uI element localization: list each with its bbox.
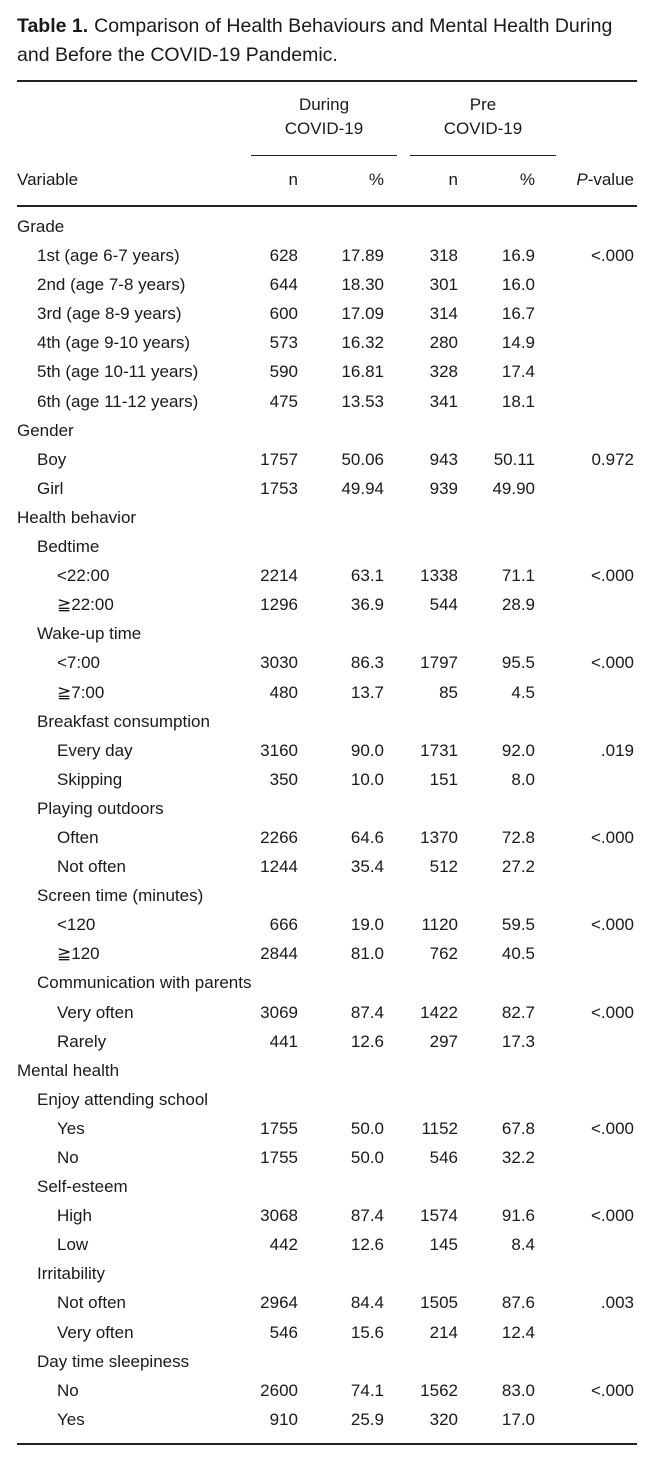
cell-during-pct: 84.4 bbox=[350, 1293, 384, 1313]
table-caption bbox=[17, 12, 642, 70]
cell-pre-n: 328 bbox=[429, 362, 458, 382]
cell-pre-n: 280 bbox=[429, 333, 458, 353]
table-row bbox=[0, 1143, 654, 1172]
cell-pre-pct: 50.11 bbox=[493, 449, 535, 469]
subsection-row bbox=[0, 619, 654, 648]
cell-p-value: <.000 bbox=[590, 915, 634, 935]
cell-during-n: 2964 bbox=[260, 1293, 298, 1313]
cell-pre-pct: 16.7 bbox=[501, 304, 535, 324]
row-label: Not often bbox=[57, 1293, 126, 1313]
row-label: No bbox=[57, 1380, 79, 1400]
row-label: 4th (age 9-10 years) bbox=[37, 333, 191, 353]
cell-p-value: <.000 bbox=[590, 1118, 634, 1138]
cell-during-pct: 50.0 bbox=[350, 1118, 384, 1138]
header-during-pct: % bbox=[368, 170, 384, 189]
cell-during-pct: 49.94 bbox=[341, 478, 384, 498]
cell-during-pct: 13.7 bbox=[350, 682, 384, 702]
table-row bbox=[0, 998, 654, 1027]
table-row bbox=[0, 678, 654, 707]
table-row bbox=[0, 1318, 654, 1347]
row-label: Self-esteem bbox=[37, 1177, 128, 1197]
cell-during-n: 350 bbox=[269, 769, 298, 789]
cell-during-pct: 36.9 bbox=[350, 595, 384, 615]
table-row bbox=[0, 1114, 654, 1143]
row-label: 1st (age 6-7 years) bbox=[37, 246, 180, 266]
header-p-rest: -value bbox=[587, 170, 634, 189]
cell-during-pct: 12.6 bbox=[350, 1031, 384, 1051]
cell-p-value: <.000 bbox=[590, 1380, 634, 1400]
table-row bbox=[0, 474, 654, 503]
cell-during-pct: 86.3 bbox=[350, 653, 384, 673]
subsection-row bbox=[0, 1347, 654, 1376]
cell-pre-n: 1338 bbox=[420, 566, 458, 586]
table-row bbox=[0, 590, 654, 619]
cell-pre-n: 320 bbox=[429, 1409, 458, 1429]
row-label: Playing outdoors bbox=[37, 798, 164, 818]
cell-pre-pct: 16.9 bbox=[501, 246, 535, 266]
cell-during-n: 442 bbox=[269, 1235, 298, 1255]
header-p-value bbox=[576, 168, 634, 192]
cell-pre-n: 1152 bbox=[421, 1118, 458, 1138]
subsection-row bbox=[0, 532, 654, 561]
cell-pre-pct: 40.5 bbox=[501, 944, 535, 964]
table-row bbox=[0, 939, 654, 968]
cell-p-value: <.000 bbox=[590, 653, 634, 673]
cell-during-n: 1755 bbox=[260, 1118, 298, 1138]
row-label: Bedtime bbox=[37, 537, 100, 557]
cell-during-n: 2844 bbox=[260, 944, 298, 964]
cell-p-value: <.000 bbox=[590, 1206, 634, 1226]
header-pre-pct: % bbox=[519, 170, 535, 189]
cell-pre-pct: 8.0 bbox=[511, 769, 535, 789]
cell-pre-n: 939 bbox=[429, 478, 458, 498]
cell-pre-pct: 27.2 bbox=[501, 857, 535, 877]
during-span-rule bbox=[251, 155, 397, 156]
row-label: Day time sleepiness bbox=[37, 1351, 190, 1371]
table-row bbox=[0, 648, 654, 677]
top-rule bbox=[17, 80, 637, 82]
row-label: Health behavior bbox=[17, 507, 137, 527]
row-label: 5th (age 10-11 years) bbox=[37, 362, 199, 382]
section-row bbox=[0, 416, 654, 445]
cell-during-n: 2600 bbox=[260, 1380, 298, 1400]
cell-during-n: 1296 bbox=[260, 595, 298, 615]
cell-pre-n: 145 bbox=[429, 1235, 458, 1255]
cell-during-n: 546 bbox=[269, 1322, 298, 1342]
row-label: Irritability bbox=[37, 1264, 106, 1284]
pre-span-rule bbox=[410, 155, 556, 156]
row-label: ≧120 bbox=[57, 944, 100, 964]
cell-pre-n: 85 bbox=[439, 682, 458, 702]
cell-during-n: 600 bbox=[269, 304, 298, 324]
cell-during-pct: 50.0 bbox=[350, 1148, 384, 1167]
cell-during-n: 475 bbox=[269, 391, 298, 411]
table-body bbox=[0, 212, 654, 1434]
table-row bbox=[0, 1405, 654, 1434]
row-label: Girl bbox=[37, 478, 64, 498]
row-label: Gender bbox=[17, 420, 74, 440]
cell-pre-n: 151 bbox=[429, 769, 458, 789]
cell-p-value: <.000 bbox=[590, 566, 634, 586]
cell-pre-pct: 91.6 bbox=[501, 1206, 535, 1226]
table-row bbox=[0, 270, 654, 299]
cell-p-value: <.000 bbox=[590, 246, 634, 266]
cell-pre-n: 1731 bbox=[420, 740, 458, 760]
cell-pre-pct: 82.7 bbox=[501, 1002, 535, 1022]
cell-pre-n: 1370 bbox=[420, 827, 458, 847]
cell-during-pct: 25.9 bbox=[350, 1409, 384, 1429]
cell-during-pct: 87.4 bbox=[350, 1206, 384, 1226]
row-label: Low bbox=[57, 1235, 89, 1255]
table-row bbox=[0, 561, 654, 590]
cell-p-value: .003 bbox=[600, 1293, 634, 1313]
cell-pre-pct: 28.9 bbox=[501, 595, 535, 615]
cell-pre-n: 297 bbox=[429, 1031, 458, 1051]
row-label: 2nd (age 7-8 years) bbox=[37, 275, 186, 295]
table-title: Comparison of Health Behaviours and Mental Health During and Before the COVID-19 Pandemic. bbox=[17, 15, 613, 66]
cell-during-n: 1753 bbox=[260, 478, 298, 498]
subsection-row bbox=[0, 1172, 654, 1201]
header-during-line1: During bbox=[298, 95, 350, 114]
cell-during-n: 1757 bbox=[260, 449, 298, 469]
cell-during-n: 441 bbox=[269, 1031, 298, 1051]
cell-during-pct: 16.81 bbox=[341, 362, 384, 382]
bottom-rule bbox=[17, 1443, 637, 1445]
row-label: 6th (age 11-12 years) bbox=[37, 391, 199, 411]
row-label: Communication with parents bbox=[37, 973, 252, 993]
section-row bbox=[0, 212, 654, 241]
row-label: Often bbox=[57, 827, 99, 847]
table-row bbox=[0, 241, 654, 270]
row-label: Very often bbox=[57, 1322, 134, 1342]
cell-during-n: 910 bbox=[269, 1409, 298, 1429]
row-label: ≧7:00 bbox=[57, 682, 105, 702]
cell-pre-pct: 12.4 bbox=[501, 1322, 535, 1342]
cell-during-n: 480 bbox=[269, 682, 298, 702]
cell-during-n: 644 bbox=[269, 275, 298, 295]
cell-pre-pct: 16.0 bbox=[501, 275, 535, 295]
cell-pre-pct: 92.0 bbox=[501, 740, 535, 760]
row-label: Screen time (minutes) bbox=[37, 886, 204, 906]
cell-during-pct: 50.06 bbox=[341, 449, 384, 469]
cell-pre-n: 1422 bbox=[420, 1002, 458, 1022]
cell-p-value: .019 bbox=[600, 740, 634, 760]
cell-pre-n: 1562 bbox=[420, 1380, 458, 1400]
section-row bbox=[0, 503, 654, 532]
header-during-n: n bbox=[288, 170, 298, 189]
table-row bbox=[0, 328, 654, 357]
subsection-row bbox=[0, 1085, 654, 1114]
cell-pre-pct: 18.1 bbox=[501, 391, 535, 411]
cell-during-pct: 17.09 bbox=[341, 304, 384, 324]
table-row bbox=[0, 1288, 654, 1317]
cell-during-pct: 17.89 bbox=[341, 246, 384, 266]
subsection-row bbox=[0, 968, 654, 997]
header-variable: Variable bbox=[17, 170, 79, 189]
header-during bbox=[251, 93, 397, 141]
cell-p-value: 0.972 bbox=[591, 449, 634, 469]
cell-pre-pct: 71.1 bbox=[501, 566, 535, 586]
cell-pre-pct: 95.5 bbox=[501, 653, 535, 673]
row-label: Every day bbox=[57, 740, 133, 760]
row-label: Skipping bbox=[57, 769, 123, 789]
table-row bbox=[0, 1230, 654, 1259]
cell-during-n: 573 bbox=[269, 333, 298, 353]
table-row bbox=[0, 910, 654, 939]
subsection-row bbox=[0, 1259, 654, 1288]
header-pre-line1: Pre bbox=[469, 95, 497, 114]
subsection-row bbox=[0, 881, 654, 910]
cell-pre-pct: 83.0 bbox=[501, 1380, 535, 1400]
cell-pre-pct: 4.5 bbox=[511, 682, 535, 702]
row-label: Grade bbox=[17, 217, 65, 236]
row-label: <7:00 bbox=[57, 653, 101, 673]
cell-during-n: 2266 bbox=[260, 827, 298, 847]
cell-pre-n: 544 bbox=[429, 595, 458, 615]
cell-pre-n: 1797 bbox=[420, 653, 458, 673]
header-p-italic: P bbox=[576, 170, 588, 189]
row-label: Enjoy attending school bbox=[37, 1089, 209, 1109]
table-row bbox=[0, 765, 654, 794]
row-label: 3rd (age 8-9 years) bbox=[37, 304, 182, 324]
cell-pre-n: 1574 bbox=[420, 1206, 458, 1226]
table-row bbox=[0, 357, 654, 386]
cell-during-n: 666 bbox=[269, 915, 298, 935]
table-row bbox=[0, 299, 654, 328]
cell-during-n: 628 bbox=[269, 246, 298, 266]
row-label: Yes bbox=[57, 1118, 85, 1138]
cell-during-pct: 16.32 bbox=[341, 333, 384, 353]
section-row bbox=[0, 1056, 654, 1085]
cell-pre-n: 341 bbox=[429, 391, 458, 411]
cell-pre-pct: 32.2 bbox=[501, 1148, 535, 1167]
cell-during-n: 1244 bbox=[260, 857, 298, 877]
cell-during-pct: 87.4 bbox=[350, 1002, 384, 1022]
row-label: <22:00 bbox=[57, 566, 110, 586]
table-label: Table 1. bbox=[17, 15, 89, 37]
row-label: Rarely bbox=[57, 1031, 107, 1051]
cell-during-pct: 63.1 bbox=[350, 566, 384, 586]
cell-during-n: 3069 bbox=[260, 1002, 298, 1022]
row-label: ≧22:00 bbox=[57, 595, 114, 615]
header-during-line2: COVID-19 bbox=[284, 119, 364, 138]
cell-during-n: 3030 bbox=[260, 653, 298, 673]
subsection-row bbox=[0, 707, 654, 736]
cell-pre-pct: 17.4 bbox=[501, 362, 535, 382]
cell-during-pct: 74.1 bbox=[350, 1380, 384, 1400]
cell-pre-n: 318 bbox=[429, 246, 458, 266]
table-row bbox=[0, 1376, 654, 1405]
table-row bbox=[0, 445, 654, 474]
row-label: Boy bbox=[37, 449, 67, 469]
cell-pre-pct: 8.4 bbox=[511, 1235, 535, 1255]
cell-pre-n: 301 bbox=[429, 275, 458, 295]
row-label: Not often bbox=[57, 857, 126, 877]
header-pre bbox=[410, 93, 556, 141]
cell-pre-pct: 49.90 bbox=[492, 478, 535, 498]
cell-during-n: 3068 bbox=[260, 1206, 298, 1226]
cell-pre-n: 546 bbox=[429, 1148, 458, 1167]
cell-during-pct: 81.0 bbox=[350, 944, 384, 964]
cell-during-pct: 10.0 bbox=[350, 769, 384, 789]
table-row bbox=[0, 1027, 654, 1056]
row-label: Very often bbox=[57, 1002, 134, 1022]
table-row bbox=[0, 387, 654, 416]
cell-p-value: <.000 bbox=[590, 1002, 634, 1022]
cell-during-pct: 12.6 bbox=[350, 1235, 384, 1255]
cell-pre-pct: 87.6 bbox=[501, 1293, 535, 1313]
row-label: Breakfast consumption bbox=[37, 711, 210, 731]
table-row bbox=[0, 736, 654, 765]
cell-pre-pct: 17.0 bbox=[501, 1409, 535, 1429]
table-row bbox=[0, 1201, 654, 1230]
header-pre-n: n bbox=[448, 170, 458, 189]
subsection-row bbox=[0, 794, 654, 823]
row-label: No bbox=[57, 1148, 79, 1167]
cell-during-n: 1755 bbox=[260, 1148, 298, 1167]
cell-pre-pct: 17.3 bbox=[501, 1031, 535, 1051]
cell-p-value: <.000 bbox=[590, 827, 634, 847]
cell-pre-pct: 14.9 bbox=[501, 333, 535, 353]
header-pre-line2: COVID-19 bbox=[443, 119, 523, 138]
cell-during-n: 590 bbox=[269, 362, 298, 382]
cell-pre-pct: 59.5 bbox=[501, 915, 535, 935]
table-row bbox=[0, 852, 654, 881]
cell-during-n: 3160 bbox=[260, 740, 298, 760]
cell-during-pct: 19.0 bbox=[350, 915, 384, 935]
cell-during-n: 2214 bbox=[260, 566, 298, 586]
table-row bbox=[0, 823, 654, 852]
cell-pre-n: 512 bbox=[429, 857, 458, 877]
header-rule bbox=[17, 205, 637, 207]
cell-pre-n: 1120 bbox=[421, 915, 458, 935]
cell-pre-n: 943 bbox=[429, 449, 458, 469]
row-label: <120 bbox=[57, 915, 96, 935]
cell-during-pct: 64.6 bbox=[350, 827, 384, 847]
cell-pre-n: 1505 bbox=[420, 1293, 458, 1313]
row-label: Yes bbox=[57, 1409, 85, 1429]
row-label: Mental health bbox=[17, 1060, 120, 1080]
cell-during-pct: 35.4 bbox=[350, 857, 384, 877]
cell-pre-pct: 67.8 bbox=[501, 1118, 535, 1138]
cell-pre-n: 762 bbox=[429, 944, 458, 964]
cell-during-pct: 13.53 bbox=[341, 391, 384, 411]
cell-pre-n: 314 bbox=[429, 304, 458, 324]
row-label: Wake-up time bbox=[37, 624, 142, 644]
cell-during-pct: 18.30 bbox=[341, 275, 384, 295]
cell-pre-pct: 72.8 bbox=[501, 827, 535, 847]
cell-during-pct: 90.0 bbox=[350, 740, 384, 760]
row-label: High bbox=[57, 1206, 92, 1226]
cell-during-pct: 15.6 bbox=[350, 1322, 384, 1342]
cell-pre-n: 214 bbox=[429, 1322, 458, 1342]
